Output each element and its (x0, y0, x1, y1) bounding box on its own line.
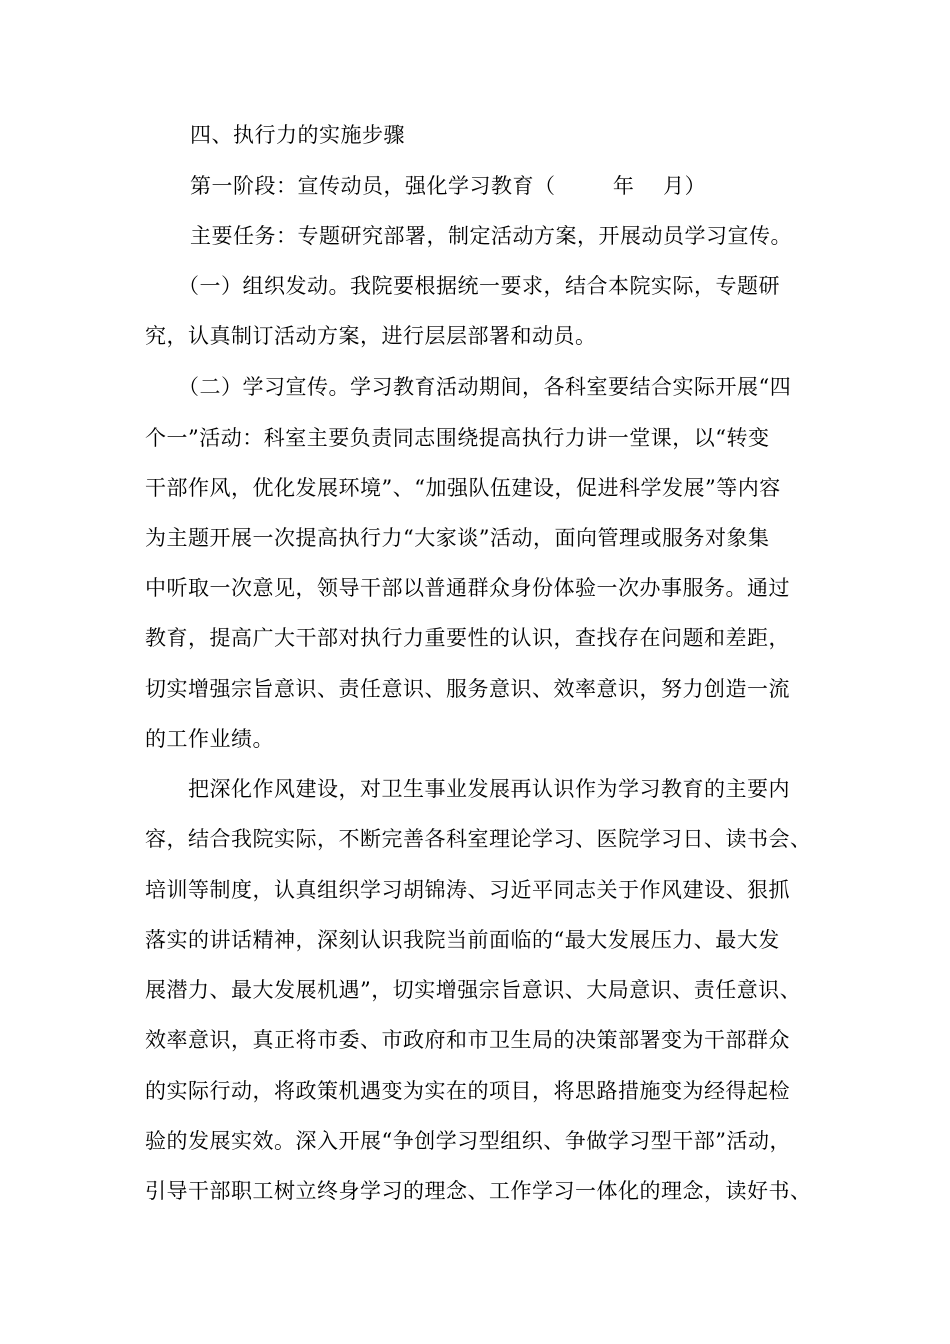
paragraph-line: （一）组织发动。我院要根据统一要求，结合本院实际，专题研 (178, 274, 780, 298)
paragraph-line: （二）学习宣传。学习教育活动期间，各科室要结合实际开展“四 (178, 375, 792, 399)
paragraph-line: 个一”活动：科室主要负责同志围绕提高执行力讲一堂课，以“转变 (145, 426, 770, 450)
stage-heading: 第一阶段：宣传动员，强化学习教育（ 年 月） (190, 174, 707, 198)
paragraph-line: 中听取一次意见，领导干部以普通群众身份体验一次办事服务。通过 (145, 576, 790, 600)
paragraph-line: 把深化作风建设，对卫生事业发展再认识作为学习教育的主要内 (188, 777, 790, 801)
section-heading: 四、执行力的实施步骤 (190, 123, 405, 147)
paragraph-line: 为主题开展一次提高执行力“大家谈”活动，面向管理或服务对象集 (145, 526, 770, 550)
paragraph-line: 的工作业绩。 (145, 727, 274, 751)
main-tasks-line: 主要任务：专题研究部署，制定活动方案，开展动员学习宣传。 (190, 224, 792, 248)
paragraph-line: 效率意识，真正将市委、市政府和市卫生局的决策部署变为干部群众 (145, 1028, 790, 1052)
paragraph-line: 干部作风，优化发展环境”、“加强队伍建设，促进科学发展”等内容 (145, 476, 781, 500)
paragraph-line: 展潜力、最大发展机遇”，切实增强宗旨意识、大局意识、责任意识、 (145, 978, 802, 1002)
paragraph-line: 培训等制度，认真组织学习胡锦涛、习近平同志关于作风建设、狠抓 (145, 878, 790, 902)
paragraph-line: 容，结合我院实际，不断完善各科室理论学习、医院学习日、读书会、 (145, 827, 812, 851)
paragraph-line: 教育，提高广大干部对执行力重要性的认识，查找存在问题和差距， (145, 626, 790, 650)
paragraph-line: 落实的讲话精神，深刻认识我院当前面临的“最大发展压力、最大发 (145, 928, 780, 952)
paragraph-line: 的实际行动，将政策机遇变为实在的项目，将思路措施变为经得起检 (145, 1079, 790, 1103)
paragraph-line: 引导干部职工树立终身学习的理念、工作学习一体化的理念，读好书、 (145, 1179, 812, 1203)
paragraph-line: 验的发展实效。深入开展“争创学习型组织、争做学习型干部”活动， (145, 1129, 791, 1153)
paragraph-line: 究，认真制订活动方案，进行层层部署和动员。 (145, 324, 597, 348)
paragraph-line: 切实增强宗旨意识、责任意识、服务意识、效率意识，努力创造一流 (145, 677, 790, 701)
